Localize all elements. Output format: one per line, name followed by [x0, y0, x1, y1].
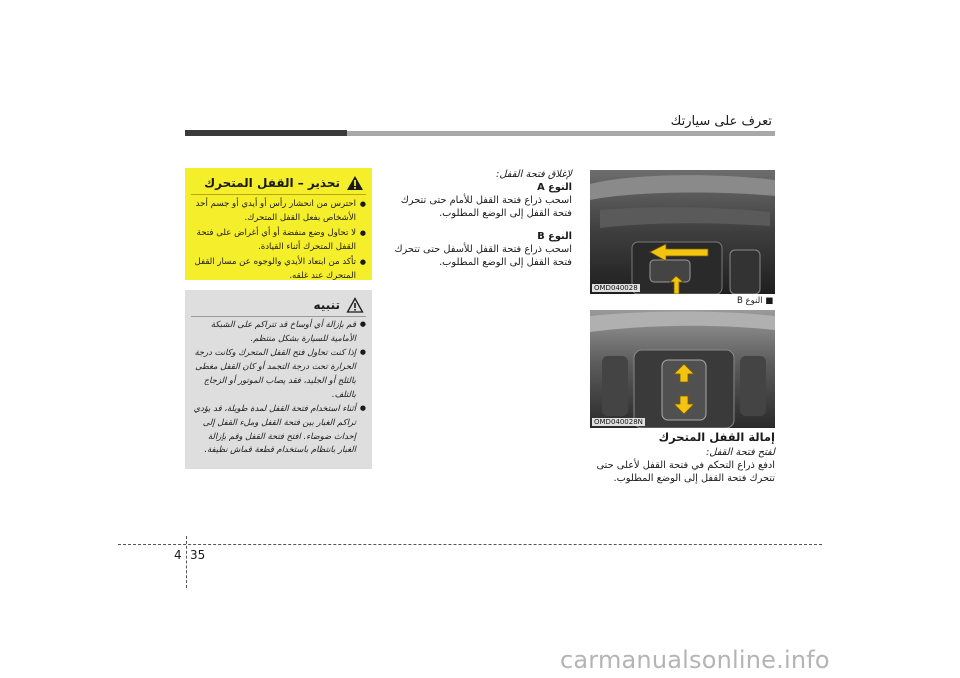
- caution-triangle-icon: [346, 297, 364, 313]
- footer-divider: [186, 536, 187, 588]
- type-b-text: اسحب ذراع فتحة القفل للأسفل حتى تتحرك فتحة القفل إلى الوضع المطلوب.: [394, 244, 572, 268]
- warning-list: [190, 198, 366, 285]
- closing-heading: لإغلاق فتحة القفل:: [496, 169, 572, 180]
- warning-box: [185, 168, 372, 280]
- watermark-text: carmanualsonline.info: [560, 646, 830, 674]
- header-rule-accent: [185, 130, 347, 136]
- console-photo-type-b: [590, 310, 775, 428]
- tilt-text: ادفع ذراع التحكم في فتحة القفل لأعلى حتى تتحرك فتحة القفل إلى الوضع المطلوب.: [596, 460, 775, 484]
- caution-title: تنبيه: [313, 298, 340, 312]
- footer-rule: [118, 544, 822, 545]
- warning-header: [191, 174, 366, 195]
- warning-item: ● تأكد من ابتعاد الأيدي والوجوه عن مسار القفل المتحرك عند غلقه.: [190, 256, 366, 283]
- warning-triangle-icon: [346, 175, 364, 191]
- closing-instructions: [382, 168, 572, 269]
- console-photo-type-a: [590, 170, 775, 294]
- running-header: تعرف على سيارتك: [670, 114, 772, 129]
- caution-item: ● أثناء استخدام فتحة القفل لمدة طويلة، قد يؤدي تراكم الغبار بين فتحة القفل وملء القفل إلى إحداث ضوضاء. افتح فتحة القفل وقم بإزالة الغبار بانتظام باستخدام قطعة قماش نظيفة.: [188, 402, 366, 457]
- console-illustration-a: [590, 170, 775, 294]
- caution-header: [191, 296, 366, 317]
- caution-item: ● إذا كنت تحاول فتح القفل المتحرك وكانت درجة الحرارة تحت درجة التجمد أو كان القفل مغطى بالثلج أو الجليد، فقد يصاب الموتور أو الزجاج بالتلف.: [188, 346, 366, 401]
- caution-list: [188, 318, 366, 458]
- warning-title: تحذير – القفل المتحرك: [204, 176, 340, 190]
- image-b-label: ■ النوع B: [737, 296, 774, 306]
- warning-item: ● احترس من انحشار رأس أو أيدي أو جسم أحد الأشخاص بفعل القفل المتحرك.: [190, 198, 366, 225]
- type-b-label: النوع B: [537, 231, 572, 242]
- type-a-label: النوع A: [537, 182, 572, 193]
- warning-item: ● لا تحاول وضع منفضة أو أي أغراض على فتحة القفل المتحرك أثناء القيادة.: [190, 227, 366, 254]
- console-illustration-b: [590, 310, 775, 428]
- tilt-subtitle: لفتح فتحة القفل:: [705, 447, 775, 458]
- type-a-text: اسحب ذراع فتحة القفل للأمام حتى تتحرك فتحة القفل إلى الوضع المطلوب.: [400, 195, 572, 219]
- image-b-code: OMD040028N: [594, 418, 643, 426]
- caution-box: [185, 290, 372, 469]
- tilt-title: إمالة القفل المتحرك: [658, 430, 775, 444]
- chapter-number: 4: [174, 548, 182, 562]
- page-number: 35: [190, 548, 206, 562]
- tilt-instructions: [587, 431, 775, 485]
- caution-item: ● قم بإزالة أي أوساخ قد تتراكم على الشبكة الأمامية للسيارة بشكل منتظم.: [188, 318, 366, 345]
- image-a-code: OMD040028: [594, 284, 638, 292]
